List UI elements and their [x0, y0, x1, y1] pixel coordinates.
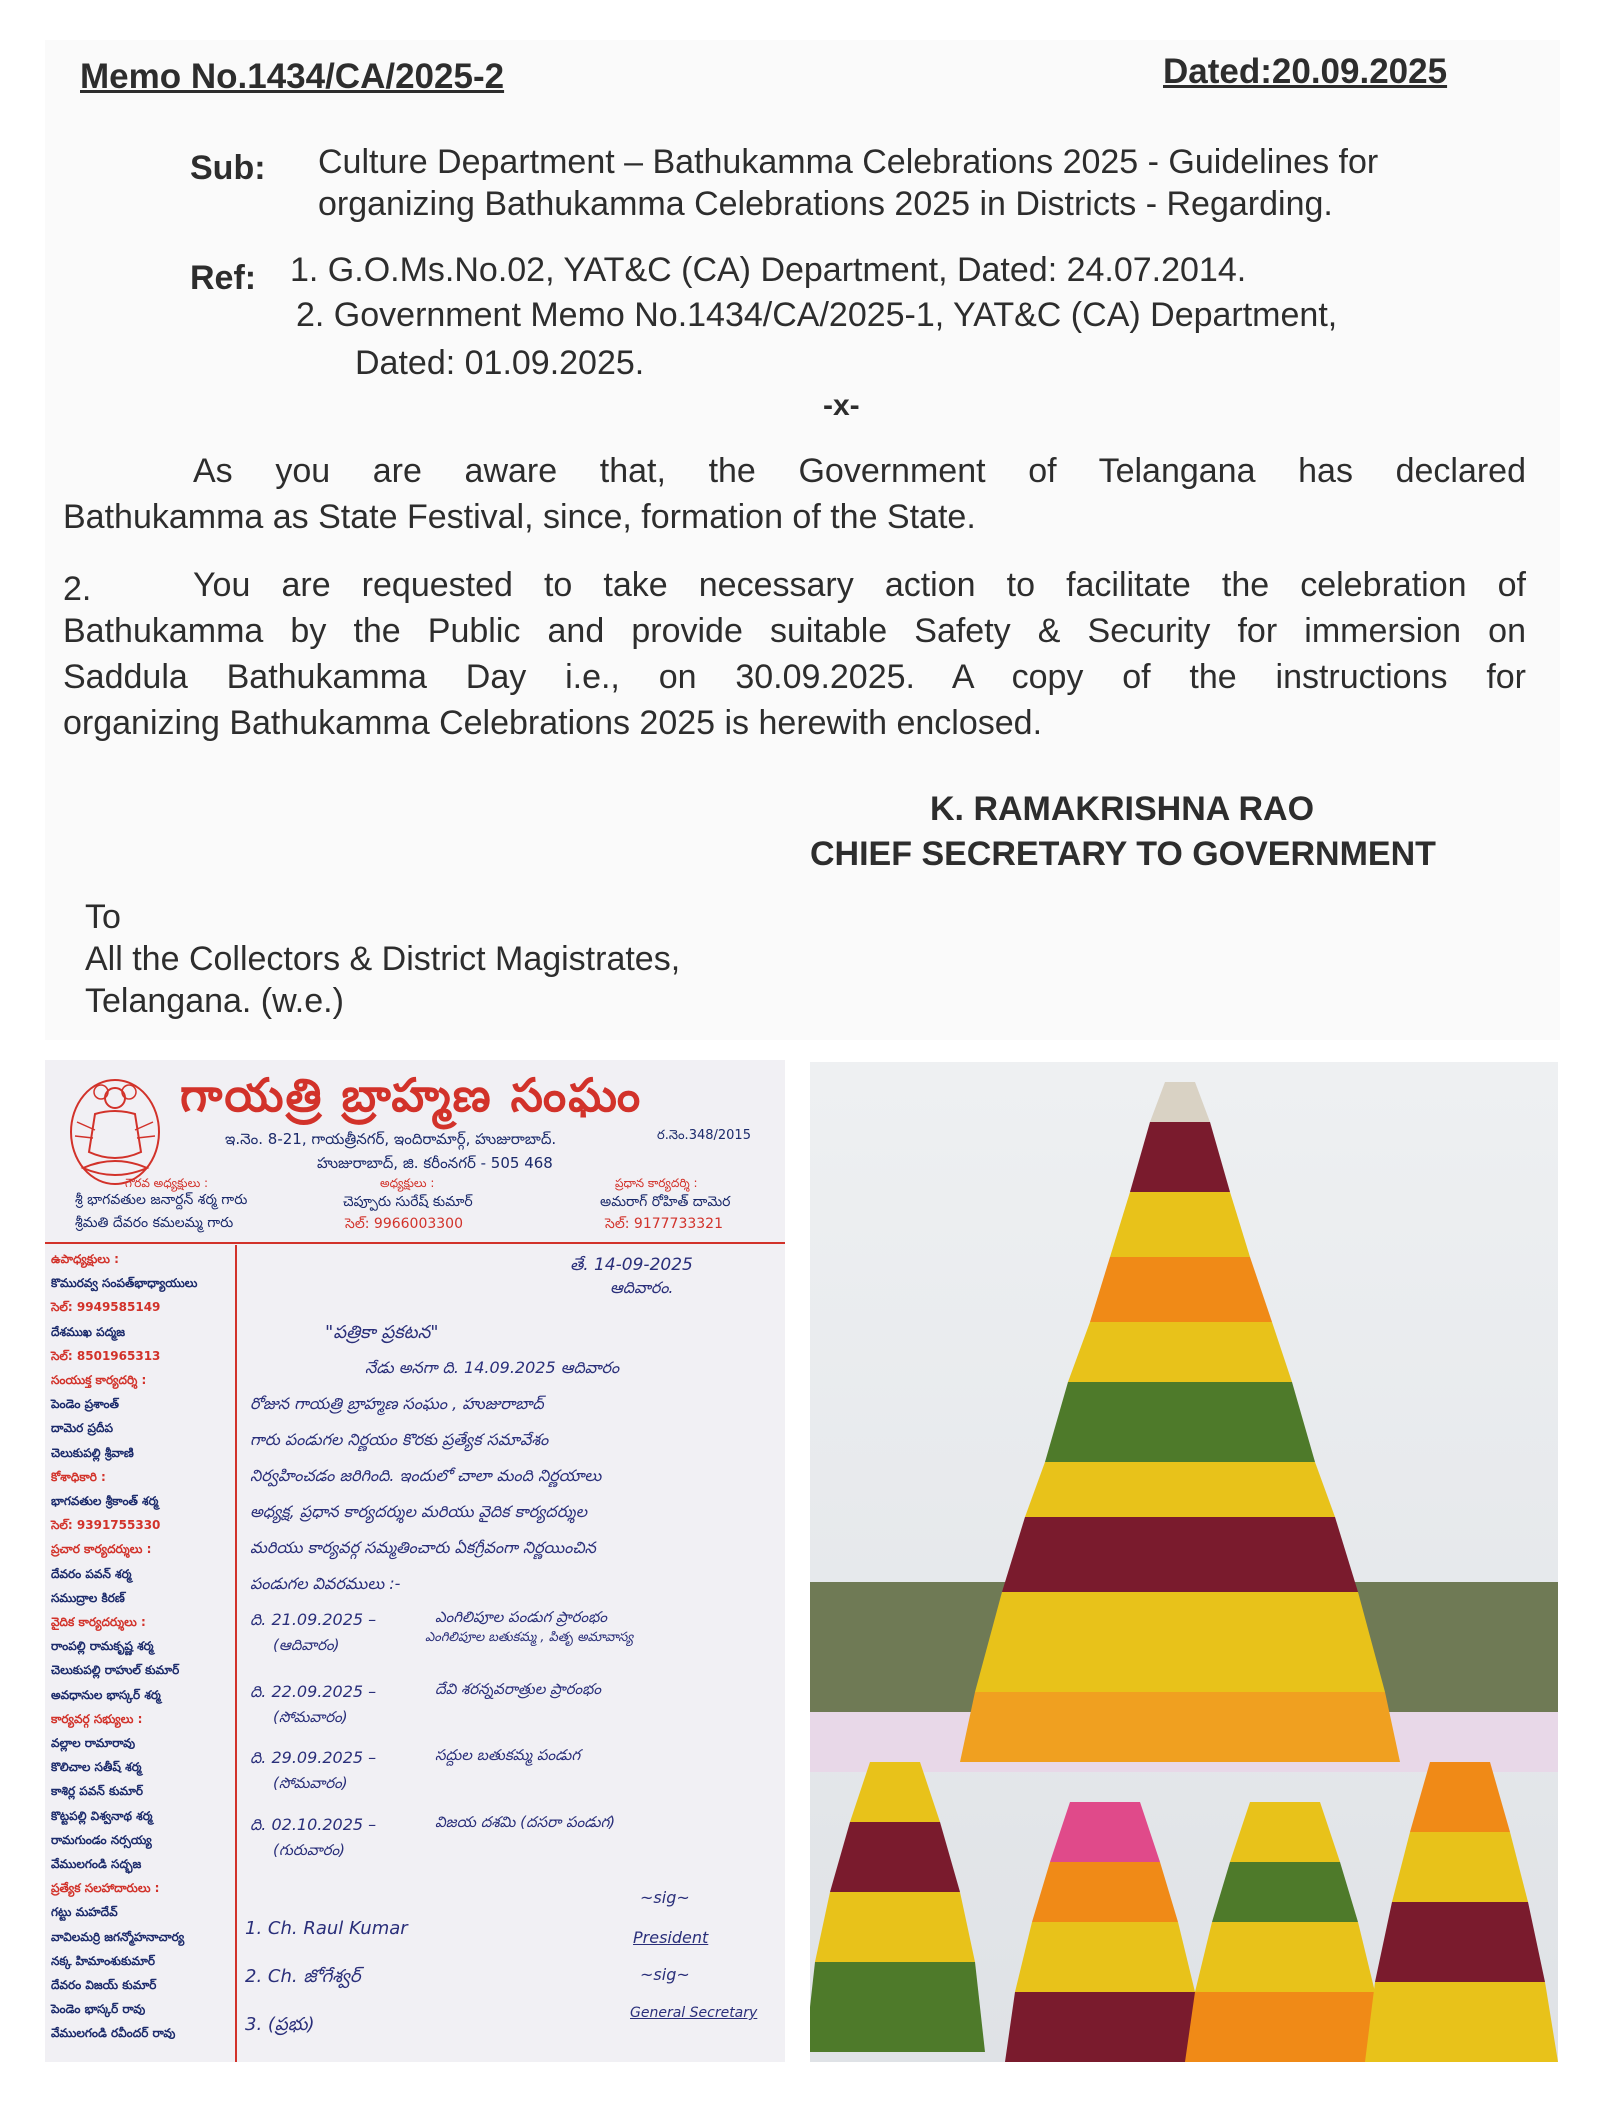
- committee-member-line: ప్రత్యేక సలహాదారులు :: [51, 1881, 160, 1896]
- committee-member-line: చెలుకుపల్లి శ్రీవాణి: [51, 1445, 134, 1460]
- committee-member-line: ప్రచార కార్యదర్శులు :: [51, 1542, 152, 1557]
- schedule-date: ది. 21.09.2025 –: [250, 1610, 377, 1629]
- schedule-day: (సోమవారం): [273, 1708, 348, 1726]
- committee-member-line: సంయుక్త కార్యదర్శి :: [51, 1373, 147, 1387]
- sidebar-divider: [235, 1245, 237, 2062]
- committee-member-line: సముద్రాల కిరణ్: [51, 1590, 125, 1605]
- handwritten-line: నిర్వహించడం జరిగింది. ఇందులో చాలా మంది నిర్ణయాలు: [250, 1466, 602, 1485]
- paragraph-2: [63, 562, 1526, 746]
- committee-member-line: దేవరం విజయ్ కుమార్: [51, 1978, 157, 1992]
- schedule-event: ఎంగిలిపూల పండుగ ప్రారంభం: [435, 1608, 607, 1626]
- committee-member-line: దేశముఖ పద్మజ: [51, 1324, 125, 1339]
- committee-member-line: దేవరం పవన్ శర్మ: [51, 1566, 132, 1581]
- committee-member-line: సెల్: 9949585149: [51, 1300, 161, 1315]
- committee-member-line: రాంపల్లి రామకృష్ణ శర్మ: [51, 1639, 154, 1654]
- to-label: To: [85, 898, 121, 936]
- schedule-day: (గురువారం): [273, 1841, 345, 1859]
- schedule-event: విజయ దశమి (దసరా పండుగ): [435, 1813, 616, 1831]
- reference-label: Ref:: [190, 259, 257, 297]
- secretary-signature: ~sig~: [640, 1965, 690, 1984]
- handwritten-line: గారు పండుగల నిర్ణయం కొరకు ప్రత్యేక సమావేశం: [250, 1430, 549, 1449]
- paragraph-2-line-4: organizing Bathukamma Celebrations 2025 is herewith enclosed.: [63, 704, 1043, 742]
- committee-member-line: కోశాధికారి :: [51, 1469, 106, 1484]
- letterhead-document: [45, 1060, 785, 2062]
- paragraph-1: [63, 448, 1526, 540]
- schedule-event: దేవి శరన్నవరాత్రుల ప్రారంభం: [435, 1680, 601, 1698]
- committee-member-line: కొలిచాల సతీష్ శర్మ: [51, 1760, 142, 1775]
- honorary-president-label: గౌరవ అధ్యక్షులు :: [125, 1176, 209, 1190]
- committee-member-line: దామెర ప్రదీప: [51, 1421, 114, 1436]
- committee-member-line: రామగుండం నర్సయ్య: [51, 1832, 152, 1847]
- committee-member-line: వల్లాల రామారావు: [51, 1736, 136, 1750]
- schedule-date: ది. 02.10.2025 –: [250, 1815, 377, 1834]
- committee-member-line: నక్క హిమాంశుకుమార్: [51, 1953, 156, 1968]
- reference-1: 1. G.O.Ms.No.02, YAT&C (CA) Department, Dated: 24.07.2014.: [290, 251, 1247, 289]
- general-secretary-phone: సెల్: 9177733321: [605, 1216, 723, 1232]
- reference-2: 2. Government Memo No.1434/CA/2025-1, YAT&C (CA) Department,: [296, 296, 1338, 334]
- subject-line-1: Culture Department – Bathukamma Celebrations 2025 - Guidelines for: [318, 143, 1379, 181]
- committee-member-line: అవధానుల భాస్కర్ శర్మ: [51, 1687, 161, 1702]
- subject-label: Sub:: [190, 149, 266, 187]
- signatory-name: K. RAMAKRISHNA RAO: [930, 790, 1315, 828]
- paragraph-2-number: 2.: [63, 570, 92, 608]
- subject-line-2: organizing Bathukamma Celebrations 2025 in Districts - Regarding.: [318, 185, 1333, 223]
- schedule-day: (సోమవారం): [273, 1774, 348, 1792]
- committee-member-line: కొమురవ్వ సంపత్‌భాధ్యాయులు: [51, 1276, 198, 1291]
- paragraph-2-line-3: Saddula Bathukamma Day i.e., on 30.09.2025. A copy of the instructions for: [63, 658, 1526, 696]
- signatory-title: CHIEF SECRETARY TO GOVERNMENT: [810, 835, 1436, 873]
- paragraph-1-line-1: As you are aware that, the Government of Telangana has declared: [193, 452, 1526, 490]
- handwritten-line: మరియు కార్యవర్గ సమ్మతించారు ఏకగ్రీవంగా నిర్ణయించిన: [250, 1538, 596, 1557]
- general-secretary-caption: General Secretary: [630, 2005, 758, 2021]
- schedule-event-detail: ఎంగిలిపూల బతుకమ్మ , పితృ అమావాస్య: [425, 1630, 634, 1645]
- memo-date: Dated:20.09.2025: [1163, 52, 1448, 91]
- bathukamma-illustration: [810, 1062, 1558, 2062]
- organization-name: గాయత్రి బ్రాహ్మణ సంఘం: [180, 1068, 643, 1122]
- recipient-line-1: All the Collectors & District Magistrates,: [85, 940, 681, 978]
- paragraph-2-line-2: Bathukamma by the Public and provide suitable Safety & Security for immersion on: [63, 612, 1526, 650]
- handwritten-day: ఆదివారం.: [610, 1278, 674, 1297]
- president-phone: సెల్: 9966003300: [345, 1216, 463, 1232]
- president-caption: President: [633, 1928, 709, 1947]
- handwritten-date: తే. 14-09-2025: [570, 1255, 693, 1275]
- committee-member-line: పెండెం భాస్కర్ రావు: [51, 2002, 146, 2017]
- handwritten-line: రోజున గాయత్రి బ్రాహ్మణ సంఘం , హుజురాబాద్: [250, 1394, 544, 1413]
- honorary-president-2: శ్రీమతి దేవరం కమలమ్మ గారు: [75, 1215, 234, 1231]
- honorary-president-1: శ్రీ భాగవతుల జనార్దన్ శర్మ గారు: [75, 1192, 248, 1208]
- committee-member-line: కాశిర్ల పవన్ కుమార్: [51, 1784, 144, 1799]
- committee-member-line: భాగవతుల శ్రీకాంత్ శర్మ: [51, 1494, 159, 1508]
- signer-line: 1. Ch. Raul Kumar: [245, 1918, 408, 1939]
- registration-number: ర.నెం.348/2015: [657, 1128, 751, 1143]
- general-secretary-name: అమరాగ్ రోహిత్ దామెర: [600, 1194, 731, 1210]
- committee-member-line: వేములగండి సద్భజ: [51, 1857, 142, 1871]
- general-secretary-label: ప్రధాన కార్యదర్శి :: [615, 1176, 698, 1190]
- committee-member-line: సెల్: 9391755330: [51, 1518, 161, 1533]
- committee-member-line: వైదిక కార్యదర్శులు :: [51, 1615, 146, 1629]
- committee-member-line: కొట్టపల్లి విశ్వనాథ శర్మ: [51, 1808, 153, 1823]
- president-signature: ~sig~: [640, 1888, 690, 1907]
- address-line-1: ఇ.నెం. 8-21, గాయత్రీనగర్, ఇందిరామార్గ్, హుజురాబాద్.: [225, 1130, 557, 1148]
- address-line-2: హుజురాబాద్, జి. కరీంనగర్ - 505 468: [317, 1154, 553, 1172]
- schedule-date: ది. 22.09.2025 –: [250, 1682, 377, 1701]
- goddess-logo-icon: [63, 1072, 168, 1190]
- committee-member-line: పెండెం ప్రశాంత్: [51, 1397, 119, 1412]
- president-label: అధ్యక్షులు :: [380, 1176, 435, 1190]
- press-release-heading: "పత్రికా ప్రకటన": [325, 1322, 439, 1343]
- signer-line: 3. (ప్రభు): [245, 2014, 315, 2035]
- separator: -x-: [823, 389, 860, 422]
- committee-member-line: చెలుకుపల్లి రాహుల్ కుమార్: [51, 1663, 180, 1678]
- committee-member-line: వేములగండి రవీందర్ రావు: [51, 2026, 176, 2041]
- committee-member-line: వావిలమర్రి జగన్మోహనాచార్య: [51, 1929, 185, 1944]
- handwritten-line: అధ్యక్ష, ప్రధాన కార్యదర్శుల మరియు వైదిక కార్యదర్శుల: [250, 1502, 587, 1521]
- committee-member-line: సెల్: 8501965313: [51, 1348, 161, 1363]
- signer-line: 2. Ch. జోగేశ్వర్: [245, 1966, 361, 1987]
- schedule-event: సద్దుల బతుకమ్మ పండుగ: [435, 1746, 581, 1764]
- government-memo: [45, 40, 1560, 1040]
- schedule-date: ది. 29.09.2025 –: [250, 1748, 377, 1767]
- schedule-day: (ఆదివారం): [273, 1636, 340, 1654]
- committee-member-line: కార్యవర్గ సభ్యులు :: [51, 1711, 143, 1726]
- recipient-line-2: Telangana. (w.e.): [85, 982, 344, 1020]
- committee-member-line: గట్టు మహదేవ్: [51, 1905, 118, 1920]
- paragraph-2-line-1: You are requested to take necessary action to facilitate the celebration of: [193, 566, 1526, 604]
- handwritten-line: పండుగల వివరములు :-: [250, 1574, 401, 1593]
- paragraph-1-line-2: Bathukamma as State Festival, since, formation of the State.: [63, 498, 976, 536]
- committee-member-line: ఉపాధ్యక్షులు :: [51, 1252, 119, 1266]
- handwritten-line: నేడు అనగా ది. 14.09.2025 ఆదివారం: [365, 1358, 620, 1377]
- bathukamma-photo: [810, 1062, 1558, 2062]
- president-name: చెప్పూరు సురేష్ కుమార్: [343, 1194, 473, 1210]
- header-divider: [45, 1242, 785, 1244]
- reference-2-date: Dated: 01.09.2025.: [355, 344, 645, 382]
- memo-number: Memo No.1434/CA/2025-2: [80, 57, 505, 96]
